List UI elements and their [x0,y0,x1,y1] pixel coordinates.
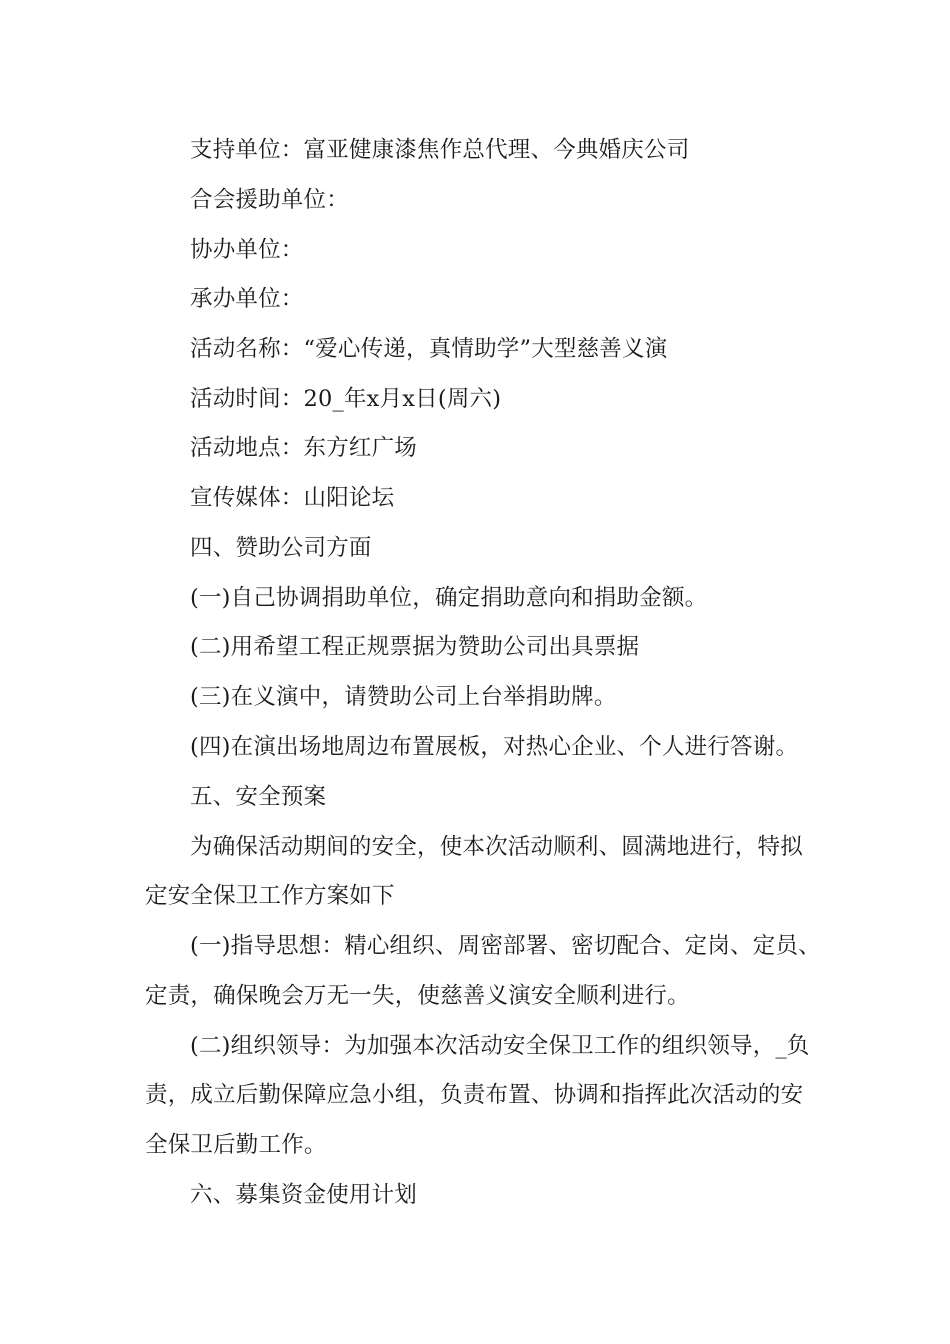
section-heading-sponsors: 四、赞助公司方面 [190,535,372,561]
assist-unit-line: 合会援助单位： [190,187,349,213]
media-line: 宣传媒体：山阳论坛 [190,485,395,511]
event-time-line: 活动时间：20_年x月x日(周六) [190,386,502,412]
leadership-line-3: 全保卫后勤工作。 [145,1132,327,1158]
section-heading-funds: 六、募集资金使用计划 [190,1182,418,1208]
event-location-line: 活动地点：东方红广场 [190,435,418,461]
guiding-principle-line-1: (一)指导思想：精心组织、周密部署、密切配合、定岗、定员、 [190,933,821,959]
guiding-principle-line-2: 定责，确保晚会万无一失，使慈善义演安全顺利进行。 [145,983,690,1009]
safety-paragraph-line-1: 为确保活动期间的安全，使本次活动顺利、圆满地进行，特拟 [190,834,803,860]
sponsor-item-4: (四)在演出场地周边布置展板，对热心企业、个人进行答谢。 [190,734,799,760]
sponsor-item-2: (二)用希望工程正规票据为赞助公司出具票据 [190,634,640,660]
organizer-line: 承办单位： [190,286,304,312]
section-heading-safety: 五、安全预案 [190,784,327,810]
event-name-line: 活动名称：“爱心传递，真情助学”大型慈善义演 [190,336,668,362]
sponsor-item-3: (三)在义演中，请赞助公司上台举捐助牌。 [190,684,617,710]
leadership-line-2: 责，成立后勤保障应急小组，负责布置、协调和指挥此次活动的安 [145,1082,804,1108]
leadership-line-1: (二)组织领导：为加强本次活动安全保卫工作的组织领导，_负 [190,1033,810,1059]
sponsor-item-1: (一)自己协调捐助单位，确定捐助意向和捐助金额。 [190,585,708,611]
safety-paragraph-line-2: 定安全保卫工作方案如下 [145,883,395,909]
co-organizer-line: 协办单位： [190,237,304,263]
support-unit-line: 支持单位：富亚健康漆焦作总代理、今典婚庆公司 [190,137,690,163]
